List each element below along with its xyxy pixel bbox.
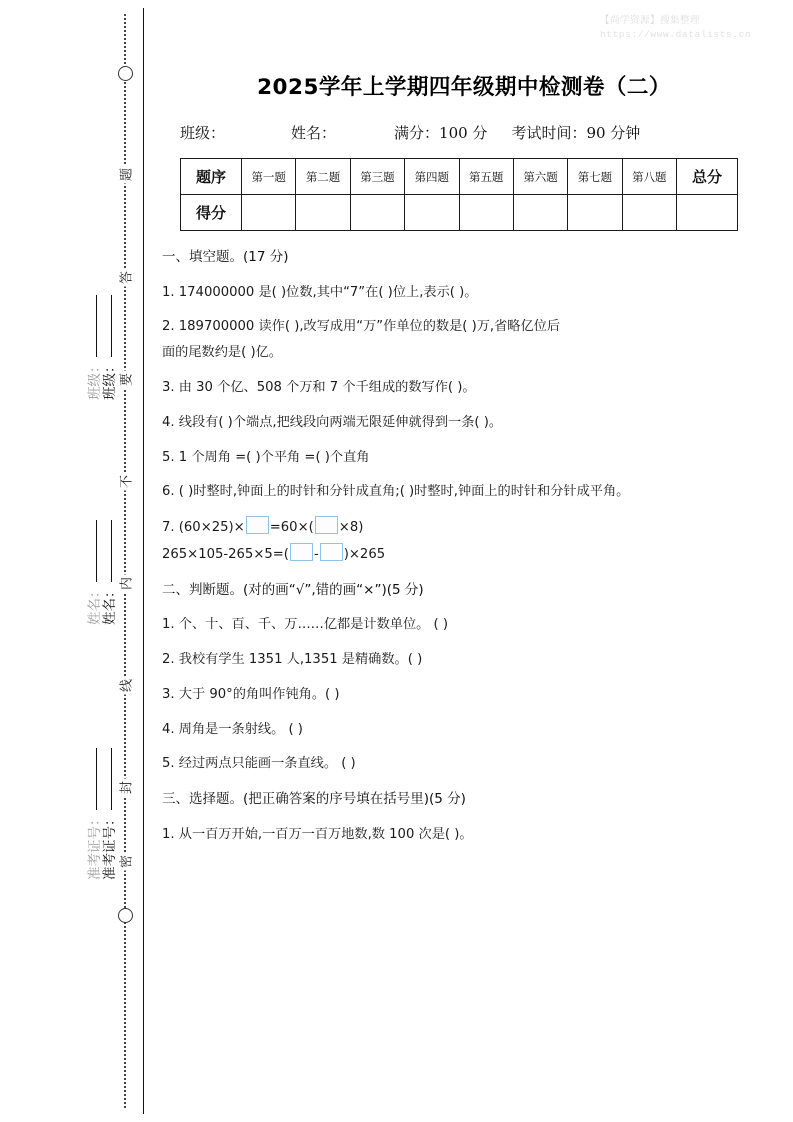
score-table-column-header: 第三题: [350, 159, 404, 195]
full-score-label: 满分：100 分: [394, 124, 488, 142]
q7-line1-prefix: 7. (60×25)×: [162, 520, 245, 536]
seal-field-name-label-shadow: 姓名：: [87, 584, 103, 625]
score-cell-total[interactable]: [677, 195, 738, 231]
seal-line-column: [0, 0, 145, 1122]
score-table-column-header: 第五题: [459, 159, 513, 195]
answer-box[interactable]: [320, 543, 343, 561]
question-item-q7-line1: [162, 516, 770, 539]
page-title: 2025学年上学期四年级期中检测卷（二）: [257, 75, 671, 100]
q7-line2-suffix: )×265: [343, 546, 386, 562]
q7-line1-suffix: ×8): [338, 520, 364, 536]
score-cell[interactable]: [296, 195, 350, 231]
section-heading-judgement: 二、判断题。(对的画“√”,错的画“×”)(5 分): [162, 581, 424, 598]
question-item: 2. 189700000 读作( ),改写成用“万”作单位的数是( )万,省略亿位后: [162, 319, 561, 335]
question-item-continuation: 面的尾数约是( )亿。: [162, 345, 282, 361]
seal-note-char: 内: [116, 575, 135, 593]
seal-field-exam-id-rule-shadow: [95, 749, 97, 811]
name-field-label: 姓名：: [291, 124, 337, 142]
exam-sheet: [158, 0, 770, 1122]
q7-line1-middle: =60×(: [269, 520, 314, 536]
seal-field-class-label: 班级：: [102, 359, 118, 400]
score-cell[interactable]: [568, 195, 622, 231]
question-item: 3. 大于 90°的角叫作钝角。( ): [162, 686, 340, 702]
punch-hole-icon: [118, 908, 133, 923]
question-item: 6. ( )时整时,钟面上的时针和分针成直角;( )时整时,钟面上的时针和分针成平角。: [162, 484, 630, 500]
seal-field-name-rule: [110, 521, 112, 583]
score-cell[interactable]: [459, 195, 513, 231]
score-table-column-header: 第七题: [568, 159, 622, 195]
class-field-label: 班级：: [180, 124, 226, 142]
seal-field-class-label-shadow: 班级：: [87, 359, 103, 400]
duration-label: 考试时间：90 分钟: [511, 124, 641, 142]
score-cell[interactable]: [622, 195, 676, 231]
question-item: 3. 由 30 个亿、508 个万和 7 个千组成的数写作( )。: [162, 379, 476, 395]
answer-box[interactable]: [290, 543, 313, 561]
score-table-column-header: 第八题: [622, 159, 676, 195]
page-border-rule: [143, 8, 144, 1114]
score-cell[interactable]: [513, 195, 567, 231]
question-item: 4. 周角是一条射线。 ( ): [162, 721, 303, 737]
q7-line2-middle: -: [313, 546, 319, 562]
seal-field-exam-id-label: 准考证号：: [102, 812, 118, 880]
question-item-q7-line2: [162, 543, 770, 566]
seal-note-char: 题: [116, 166, 135, 184]
seal-field-class-rule-shadow: [95, 296, 97, 358]
seal-field-exam-id-label-shadow: 准考证号：: [87, 812, 103, 880]
score-table-column-header: 第二题: [296, 159, 350, 195]
table-row: [181, 159, 738, 195]
score-cell[interactable]: [242, 195, 296, 231]
punch-hole-icon: [118, 66, 133, 81]
score-table-column-header: 第四题: [405, 159, 459, 195]
seal-field-name-label: 姓名：: [102, 584, 118, 625]
score-table-column-header: 第六题: [513, 159, 567, 195]
seal-field-exam-id[interactable]: [98, 749, 118, 881]
section-heading-fill-in: 一、填空题。(17 分): [162, 249, 289, 265]
score-table-total-header: 总分: [677, 159, 738, 195]
exam-meta-row: [158, 122, 770, 143]
question-item: 1. 174000000 是( )位数,其中“7”在( )位上,表示( )。: [162, 284, 478, 300]
seal-note-char: 答: [116, 269, 135, 287]
seal-field-class[interactable]: [98, 296, 118, 401]
question-item: 5. 1 个周角 =( )个平角 =( )个直角: [162, 449, 370, 465]
answer-box[interactable]: [246, 516, 269, 534]
seal-field-exam-id-rule: [110, 749, 112, 811]
q7-line2-prefix: 265×105-265×5=(: [162, 546, 289, 562]
table-row: [181, 195, 738, 231]
seal-note-char: 封: [116, 779, 135, 797]
answer-box[interactable]: [315, 516, 338, 534]
score-cell[interactable]: [405, 195, 459, 231]
watermark-source-text: 【尚学资源】搜集整理: [600, 15, 701, 26]
watermark-url-text: https://www.datalists.cn: [600, 29, 752, 41]
score-table-row-label: 得分: [181, 195, 242, 231]
seal-note-char: 要: [116, 371, 135, 389]
seal-field-name-rule-shadow: [95, 521, 97, 583]
score-table-column-header: 第一题: [242, 159, 296, 195]
question-item: 4. 线段有( )个端点,把线段向两端无限延伸就得到一条( )。: [162, 414, 503, 430]
question-item: 2. 我校有学生 1351 人,1351 是精确数。( ): [162, 652, 423, 667]
question-item: 1. 从一百万开始,一百万一百万地数,数 100 次是( )。: [162, 826, 473, 842]
question-item: 5. 经过两点只能画一条直线。 ( ): [162, 756, 356, 772]
seal-field-name[interactable]: [98, 521, 118, 626]
section-heading-choice: 三、选择题。(把正确答案的序号填在括号里)(5 分): [162, 791, 466, 808]
seal-note-char: 密: [116, 853, 135, 871]
score-table: [180, 158, 738, 231]
seal-note-char: 线: [116, 677, 135, 695]
seal-field-class-rule: [110, 296, 112, 358]
seal-note-char: 不: [116, 473, 135, 491]
score-table-row-header: 题序: [181, 159, 242, 195]
question-body: [158, 247, 770, 846]
score-cell[interactable]: [350, 195, 404, 231]
question-item: 1. 个、十、百、千、万……亿都是计数单位。 ( ): [162, 617, 449, 633]
